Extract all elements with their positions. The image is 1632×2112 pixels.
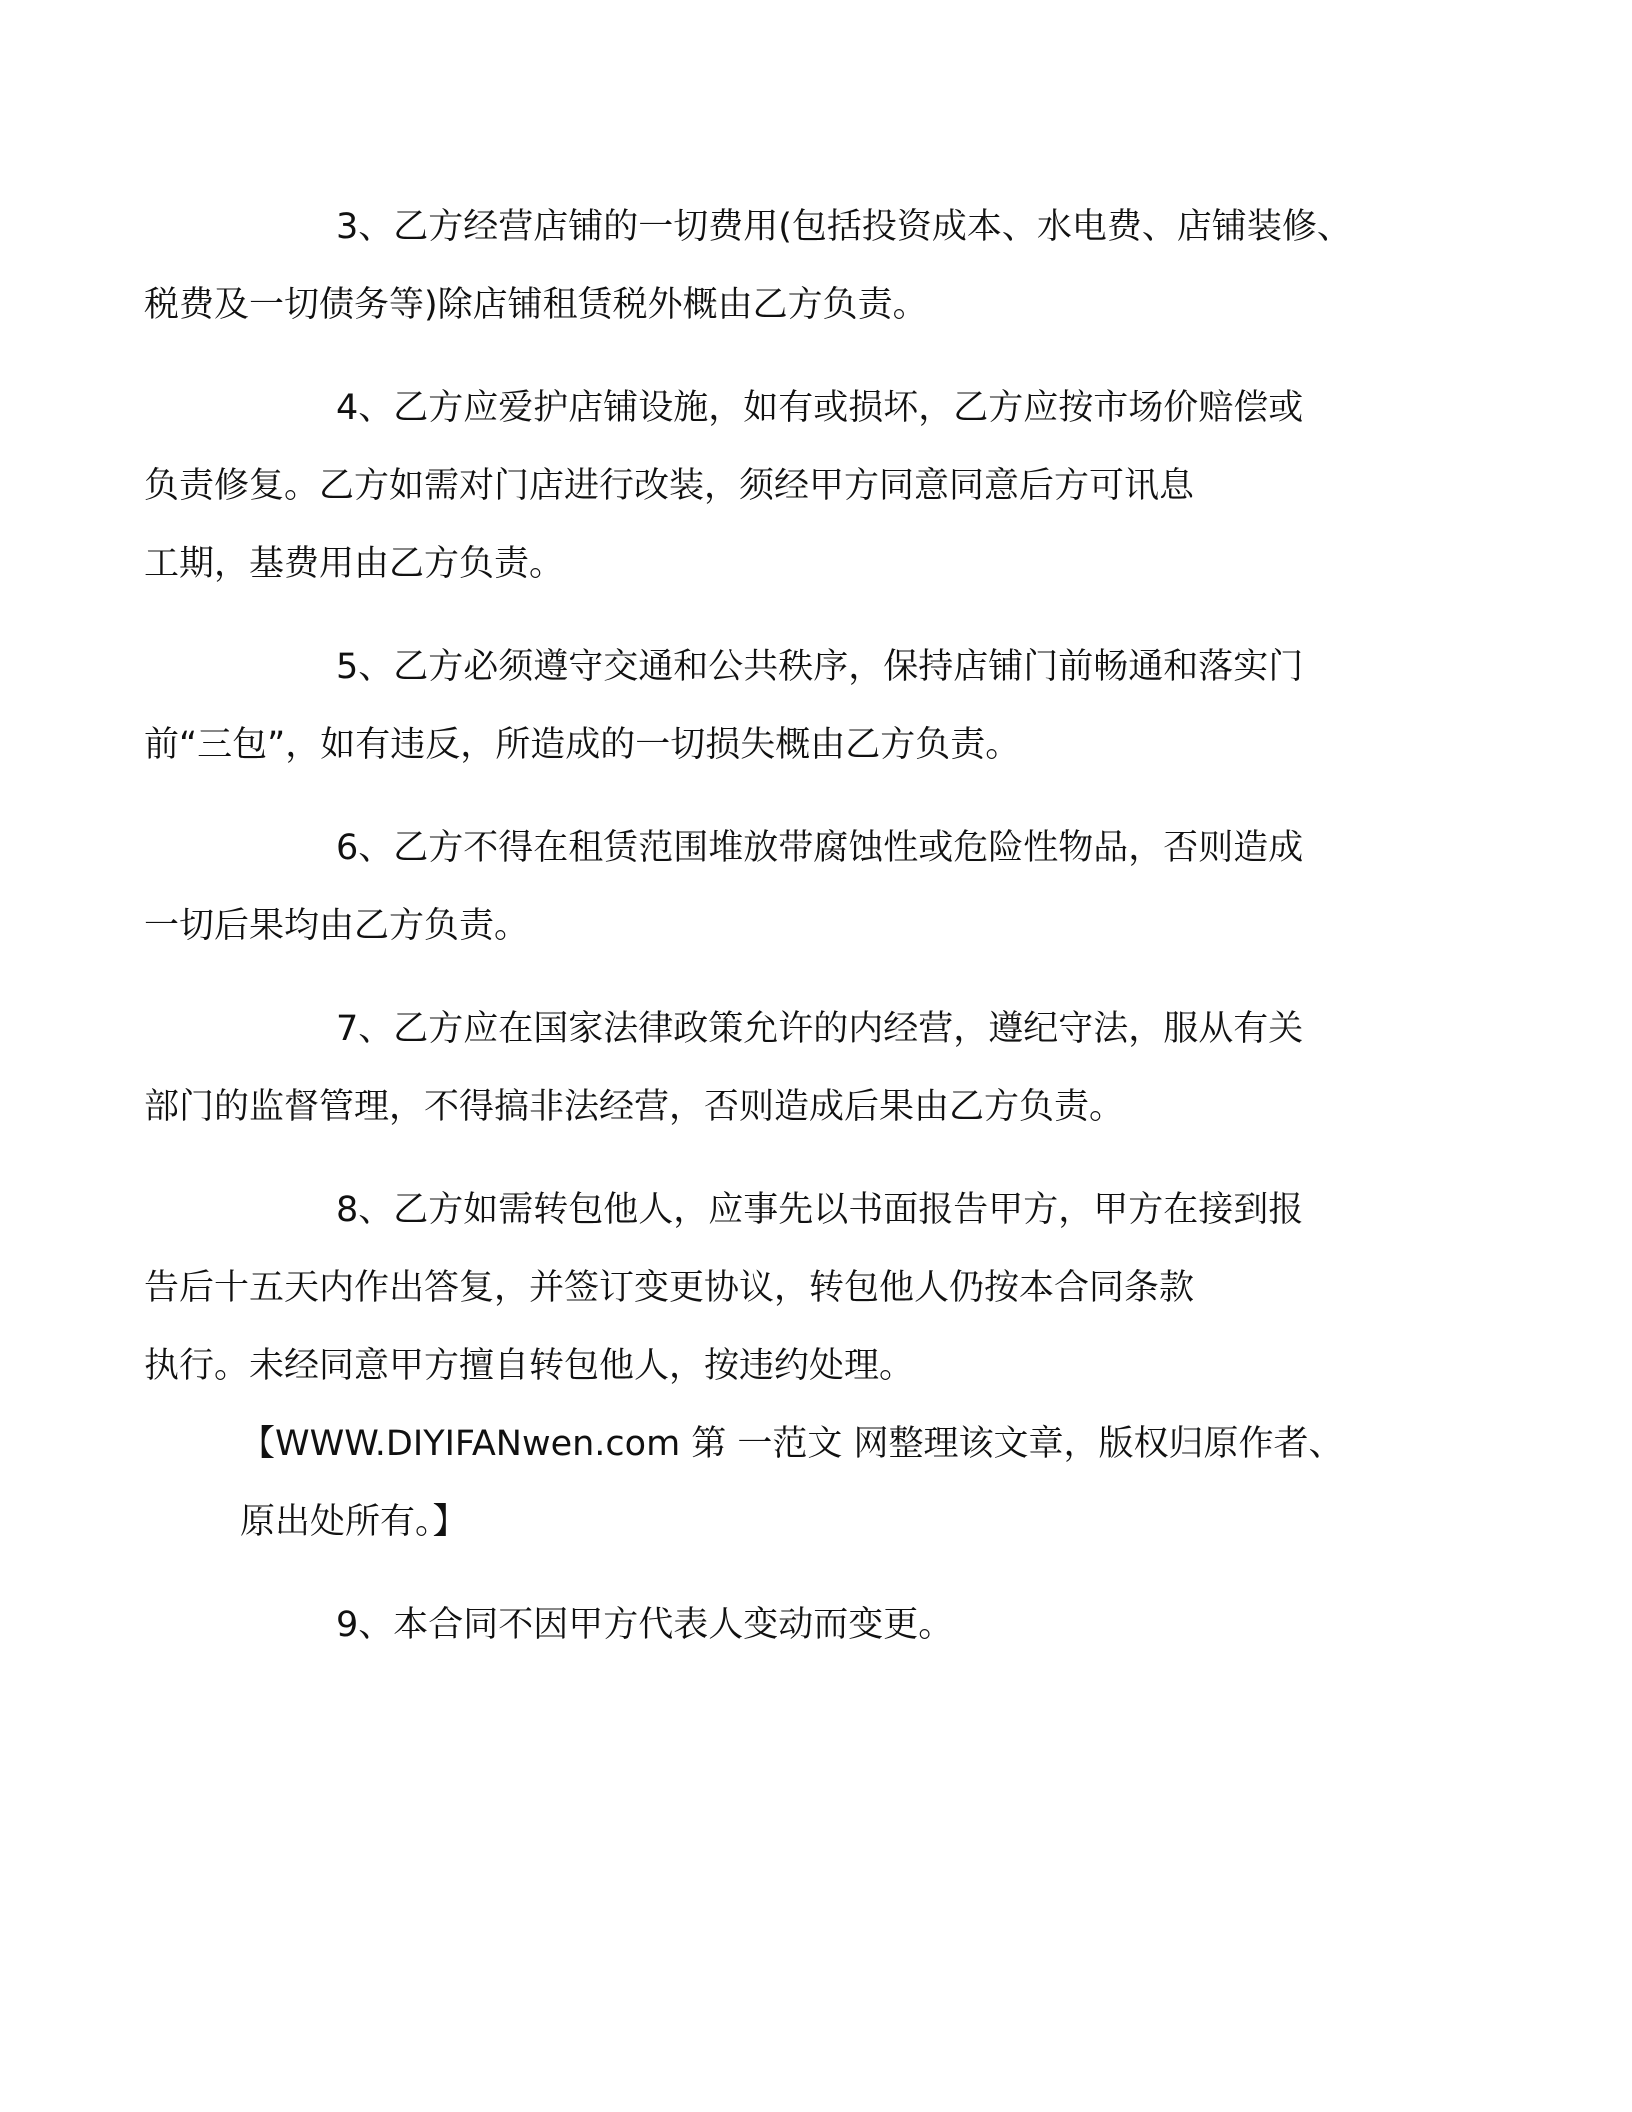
text-line: 4、乙方应爱护店铺设施，如有或损坏，乙方应按市场价赔偿或 [336, 388, 1304, 428]
source-note [240, 1405, 1390, 1561]
clause-3 [144, 188, 1390, 344]
text-line: 6、乙方不得在租赁范围堆放带腐蚀性或危险性物品，否则造成 [336, 828, 1304, 868]
text-line: 3、乙方经营店铺的一切费用(包括投资成本、水电费、店铺装修、 [336, 207, 1352, 247]
text-line: 执行。未经同意甲方擅自转包他人，按违约处理。 [144, 1346, 915, 1386]
text-line: 税费及一切债务等)除店铺租赁税外概由乙方负责。 [144, 285, 928, 325]
clause-5 [144, 628, 1390, 784]
clause-8 [144, 1171, 1390, 1405]
clause-6 [144, 809, 1390, 965]
text-line: 7、乙方应在国家法律政策允许的内经营，遵纪守法，服从有关 [336, 1009, 1304, 1049]
text-line: 告后十五天内作出答复，并签订变更协议，转包他人仍按本合同条款 [144, 1268, 1195, 1308]
text-line: 负责修复。乙方如需对门店进行改装，须经甲方同意同意后方可讯息 [144, 466, 1195, 506]
text-line: 原出处所有。】 [240, 1502, 468, 1542]
clause-9 [240, 1586, 1390, 1664]
text-line: 5、乙方必须遵守交通和公共秩序，保持店铺门前畅通和落实门 [336, 647, 1304, 687]
text-line: 工期，基费用由乙方负责。 [144, 544, 565, 584]
text-line: 前“三包”，如有违反，所造成的一切损失概由乙方负责。 [144, 725, 1021, 765]
clause-4 [144, 369, 1390, 603]
text-line: 部门的监督管理，不得搞非法经营，否则造成后果由乙方负责。 [144, 1087, 1125, 1127]
text-line: 8、乙方如需转包他人，应事先以书面报告甲方，甲方在接到报 [336, 1190, 1304, 1230]
text-line: 一切后果均由乙方负责。 [144, 906, 530, 946]
text-line: 【WWW.DIYIFANwen.com 第 一范文 网整理该文章，版权归原作者、 [240, 1424, 1344, 1464]
document-body [144, 188, 1390, 1689]
clause-7 [144, 990, 1390, 1146]
text-line: 9、本合同不因甲方代表人变动而变更。 [336, 1605, 954, 1645]
